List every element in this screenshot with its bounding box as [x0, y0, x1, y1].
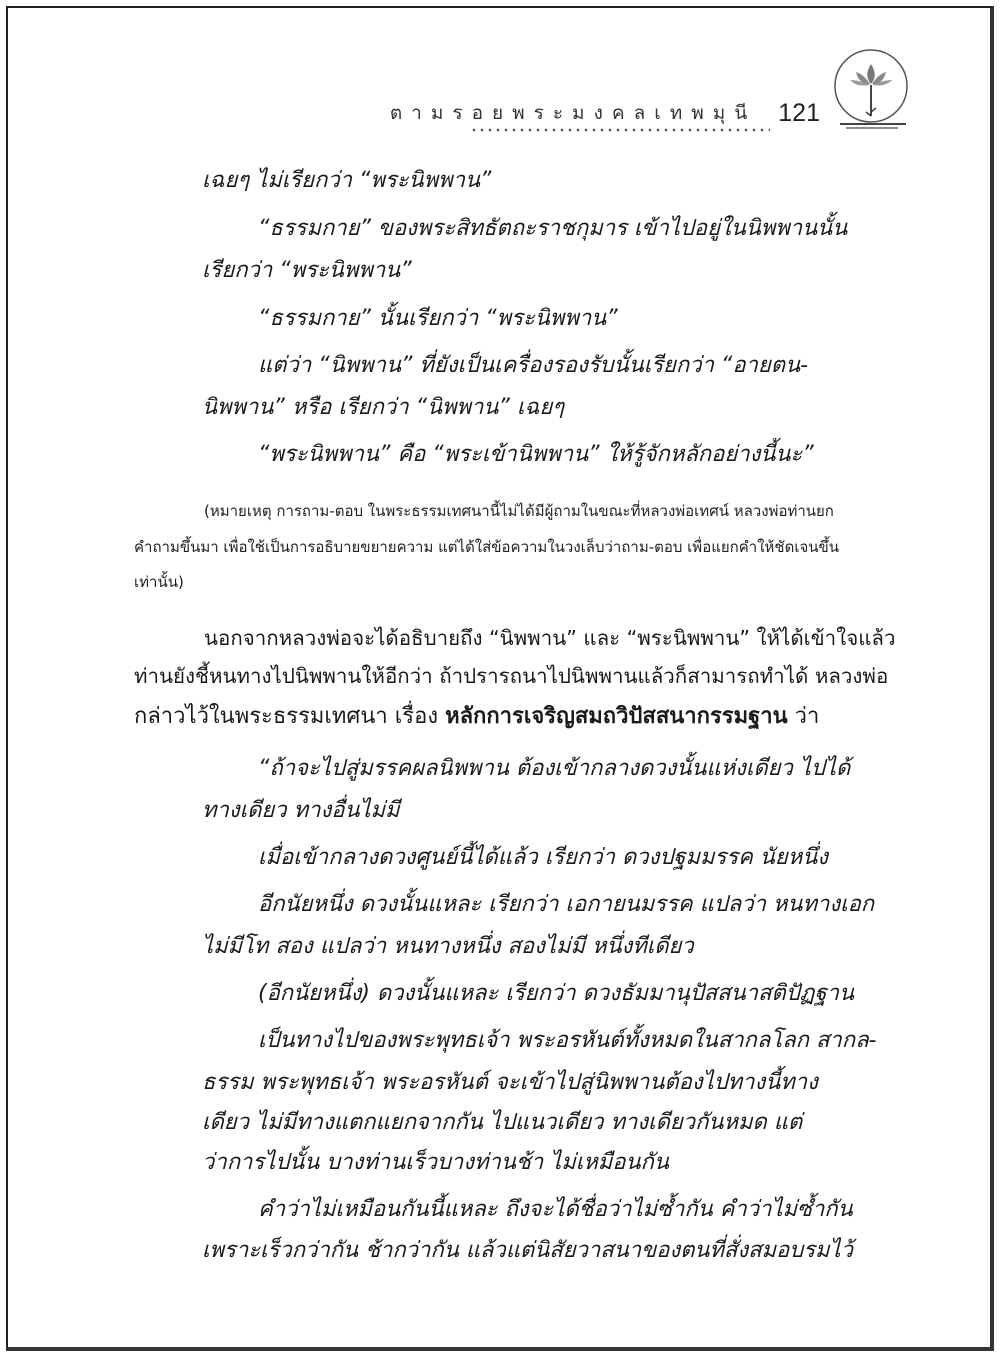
- body-line: นอกจากหลวงพ่อจะได้อธิบายถึง “นิพพาน” และ “พระนิพพาน” ให้ได้เข้าใจแล้ว: [204, 626, 896, 650]
- running-header: [390, 98, 820, 128]
- sermon-title: หลักการเจริญสมถวิปัสสนากรรมฐาน: [445, 704, 788, 729]
- lotus-emblem-icon: [826, 46, 916, 136]
- note-line: คำถามขึ้นมา เพื่อใช้เป็นการอธิบายขยายความ แต่ได้ใส่ข้อความในวงเล็บว่าถาม-ตอบ เพื่อแยกคำให้ชัดเจนขึ้น: [134, 538, 840, 556]
- note-line: เท่านั้น): [134, 573, 184, 591]
- quote-line: คำว่าไม่เหมือนกันนี้แหละ ถึงจะได้ชื่อว่าไม่ซ้ำกัน คำว่าไม่ซ้ำกัน: [258, 1197, 853, 1222]
- body-text-segment: ว่า: [787, 704, 820, 729]
- quote-line: ทางเดียว ทางอื่นไม่มี: [202, 798, 400, 823]
- quote-line: ว่าการไปนั้น บางท่านเร็วบางท่านช้า ไม่เหมือนกัน: [202, 1150, 669, 1175]
- quote-line: ไม่มีโท สอง แปลว่า หนทางหนึ่ง สองไม่มี หนึ่งทีเดียว: [202, 934, 694, 959]
- quote-line: “ถ้าจะไปสู่มรรคผลนิพพาน ต้องเข้ากลางดวงนั้นแห่งเดียว ไปได้: [258, 756, 851, 781]
- quote-line: “พระนิพพาน” คือ “พระเข้านิพพาน” ให้รู้จักหลักอย่างนี้นะ”: [258, 442, 814, 467]
- body-line: ท่านยังชี้หนทางไปนิพพานให้อีกว่า ถ้าปรารถนาไปนิพพานแล้วก็สามารถทำได้ หลวงพ่อ: [134, 664, 889, 688]
- quote-line: เมื่อเข้ากลางดวงศูนย์นี้ได้แล้ว เรียกว่า ดวงปฐมมรรค นัยหนึ่ง: [258, 845, 829, 870]
- body-text-segment: กล่าวไว้ในพระธรรมเทศนา เรื่อง: [134, 704, 446, 729]
- quote-line: ธรรม พระพุทธเจ้า พระอรหันต์ จะเข้าไปสู่นิพพานต้องไปทางนี้ทาง: [202, 1070, 818, 1095]
- page-number: 121: [778, 98, 820, 127]
- quote-line: เฉยๆ ไม่เรียกว่า “พระนิพพาน”: [202, 168, 492, 193]
- quote-line: เป็นทางไปของพระพุทธเจ้า พระอรหันต์ทั้งหมดในสากลโลก สากล-: [258, 1028, 877, 1053]
- quote-line: (อีกนัยหนึ่ง) ดวงนั้นแหละ เรียกว่า ดวงธัมมานุปัสสนาสติปัฏฐาน: [258, 981, 854, 1006]
- quote-line: เพราะเร็วกว่ากัน ช้ากว่ากัน แล้วแต่นิสัยวาสนาของตนที่สั่งสมอบรมไว้: [202, 1238, 853, 1263]
- dotted-rule: [470, 126, 770, 134]
- quote-line: “ธรรมกาย” นั้นเรียกว่า “พระนิพพาน”: [258, 306, 618, 331]
- quote-line: นิพพาน” หรือ เรียกว่า “นิพพาน” เฉยๆ: [202, 395, 565, 420]
- quote-line: แต่ว่า “นิพพาน” ที่ยังเป็นเครื่องรองรับนั้นเรียกว่า “อายตน-: [258, 353, 809, 378]
- note-line: (หมายเหตุ การถาม-ตอบ ในพระธรรมเทศนานี้ไม่ได้มีผู้ถามในขณะที่หลวงพ่อเทศน์ หลวงพ่อท่านยก: [204, 502, 834, 520]
- quote-line: เรียกว่า “พระนิพพาน”: [202, 258, 412, 283]
- quote-line: เดียว ไม่มีทางแตกแยกจากกัน ไปแนวเดียว ทางเดียวกันหมด แต่: [202, 1110, 803, 1135]
- body-line: [134, 706, 819, 728]
- quote-line: อีกนัยหนึ่ง ดวงนั้นแหละ เรียกว่า เอกายนมรรค แปลว่า หนทางเอก: [258, 892, 875, 917]
- running-title: ตามรอยพระมงคลเทพมุนี: [389, 102, 757, 124]
- quote-line: “ธรรมกาย” ของพระสิทธัตถะราชกุมาร เข้าไปอยู่ในนิพพานนั้น: [258, 216, 848, 241]
